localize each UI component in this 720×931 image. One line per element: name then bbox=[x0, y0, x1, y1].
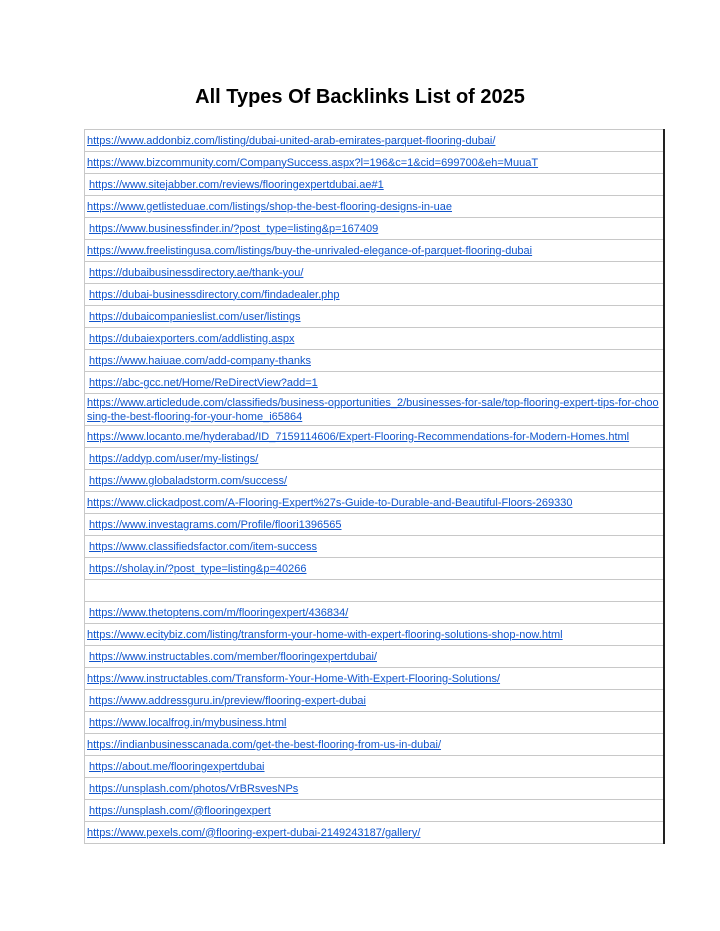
link-cell bbox=[85, 778, 665, 800]
link-cell bbox=[85, 734, 665, 756]
table-row bbox=[85, 734, 665, 756]
link-cell bbox=[85, 448, 665, 470]
table-row bbox=[85, 822, 665, 844]
table-row bbox=[85, 152, 665, 174]
backlink[interactable]: https://www.businessfinder.in/?post_type=listing&p=167409 bbox=[89, 222, 379, 235]
link-cell bbox=[85, 822, 665, 844]
table-row bbox=[85, 624, 665, 646]
link-cell bbox=[85, 240, 665, 262]
backlink[interactable]: https://www.addressguru.in/preview/flooring-expert-dubai bbox=[89, 694, 366, 707]
link-cell bbox=[85, 394, 665, 426]
backlink[interactable]: https://dubaicompanieslist.com/user/listings bbox=[89, 310, 301, 323]
backlink[interactable]: https://www.freelistingusa.com/listings/buy-the-unrivaled-elegance-of-parquet-flooring-dubai bbox=[87, 244, 533, 257]
table-row bbox=[85, 240, 665, 262]
link-cell bbox=[85, 328, 665, 350]
backlink[interactable]: https://www.globaladstorm.com/success/ bbox=[89, 474, 288, 487]
link-cell bbox=[85, 262, 665, 284]
backlink[interactable]: https://dubaibusinessdirectory.ae/thank-you/ bbox=[89, 266, 304, 279]
table-row bbox=[85, 426, 665, 448]
table-row bbox=[85, 756, 665, 778]
link-cell bbox=[85, 470, 665, 492]
backlink[interactable]: https://dubai-businessdirectory.com/findadealer.php bbox=[89, 288, 340, 301]
link-cell bbox=[85, 218, 665, 240]
backlinks-table bbox=[84, 129, 665, 844]
page-title: All Types Of Backlinks List of 2025 bbox=[195, 86, 525, 108]
table-row bbox=[85, 690, 665, 712]
backlink[interactable]: https://abc-gcc.net/Home/ReDirectView?add=1 bbox=[89, 376, 318, 389]
backlink[interactable]: https://www.bizcommunity.com/CompanySuccess.aspx?l=196&c=1&cid=699700&eh=MuuaT bbox=[87, 156, 539, 169]
link-cell bbox=[85, 602, 665, 624]
link-cell bbox=[85, 580, 665, 602]
table-row bbox=[85, 778, 665, 800]
table-row bbox=[85, 372, 665, 394]
table-row bbox=[85, 712, 665, 734]
backlink[interactable]: https://www.thetoptens.com/m/flooringexpert/436834/ bbox=[89, 606, 349, 619]
link-cell bbox=[85, 624, 665, 646]
backlink[interactable]: https://www.instructables.com/member/flooringexpertdubai/ bbox=[89, 650, 377, 663]
backlink[interactable]: https://www.sitejabber.com/reviews/flooringexpertdubai.ae#1 bbox=[89, 178, 384, 191]
table-row bbox=[85, 536, 665, 558]
backlink[interactable]: https://www.ecitybiz.com/listing/transform-your-home-with-expert-flooring-solutions-shop-now.html bbox=[87, 628, 563, 641]
table-row bbox=[85, 130, 665, 152]
link-cell bbox=[85, 174, 665, 196]
backlink[interactable]: https://about.me/flooringexpertdubai bbox=[89, 760, 265, 773]
backlink[interactable]: https://www.investagrams.com/Profile/floori1396565 bbox=[89, 518, 342, 531]
backlink[interactable]: https://sholay.in/?post_type=listing&p=40266 bbox=[89, 562, 307, 575]
link-cell bbox=[85, 284, 665, 306]
table-row bbox=[85, 668, 665, 690]
backlink[interactable]: https://www.getlisteduae.com/listings/shop-the-best-flooring-designs-in-uae bbox=[87, 200, 453, 213]
backlink[interactable]: https://www.pexels.com/@flooring-expert-dubai-2149243187/gallery/ bbox=[87, 826, 421, 839]
table-row bbox=[85, 558, 665, 580]
link-cell bbox=[85, 690, 665, 712]
backlink[interactable]: https://www.addonbiz.com/listing/dubai-united-arab-emirates-parquet-flooring-dubai/ bbox=[87, 134, 496, 147]
backlink[interactable]: https://addyp.com/user/my-listings/ bbox=[89, 452, 259, 465]
table-row bbox=[85, 470, 665, 492]
backlink[interactable]: https://www.localfrog.in/mybusiness.html bbox=[89, 716, 287, 729]
link-cell bbox=[85, 372, 665, 394]
table-row bbox=[85, 328, 665, 350]
link-cell bbox=[85, 350, 665, 372]
table-row bbox=[85, 492, 665, 514]
link-cell bbox=[85, 196, 665, 218]
link-cell bbox=[85, 152, 665, 174]
table-row bbox=[85, 174, 665, 196]
backlink[interactable]: https://unsplash.com/@flooringexpert bbox=[89, 804, 271, 817]
link-cell bbox=[85, 646, 665, 668]
table-row bbox=[85, 196, 665, 218]
backlink[interactable]: https://indianbusinesscanada.com/get-the-best-flooring-from-us-in-dubai/ bbox=[87, 738, 442, 751]
link-cell bbox=[85, 514, 665, 536]
link-cell bbox=[85, 306, 665, 328]
table-row bbox=[85, 800, 665, 822]
link-cell bbox=[85, 756, 665, 778]
link-cell bbox=[85, 492, 665, 514]
link-cell bbox=[85, 536, 665, 558]
link-cell bbox=[85, 800, 665, 822]
table-row bbox=[85, 514, 665, 536]
table-row bbox=[85, 394, 665, 426]
table-row bbox=[85, 284, 665, 306]
backlink[interactable]: https://www.instructables.com/Transform-Your-Home-With-Expert-Flooring-Solutions/ bbox=[87, 672, 501, 685]
backlink[interactable]: https://www.articledude.com/classifieds/business-opportunities_2/businesses-for-sale/top-flooring-expert-tips-for-choosing-the-best-flooring-for-your-home_i65864 bbox=[87, 396, 659, 423]
backlink[interactable]: https://dubaiexporters.com/addlisting.aspx bbox=[89, 332, 295, 345]
table-row bbox=[85, 262, 665, 284]
link-cell bbox=[85, 668, 665, 690]
table-row bbox=[85, 580, 665, 602]
backlink[interactable]: https://unsplash.com/photos/VrBRsvesNPs bbox=[89, 782, 299, 795]
backlink[interactable]: https://www.haiuae.com/add-company-thanks bbox=[89, 354, 311, 367]
link-cell bbox=[85, 558, 665, 580]
backlink[interactable]: https://www.classifiedsfactor.com/item-success bbox=[89, 540, 318, 553]
link-cell bbox=[85, 426, 665, 448]
link-cell bbox=[85, 712, 665, 734]
backlink[interactable]: https://www.clickadpost.com/A-Flooring-Expert%27s-Guide-to-Durable-and-Beautiful-Floors-269330 bbox=[87, 496, 573, 509]
table-row bbox=[85, 218, 665, 240]
table-row bbox=[85, 306, 665, 328]
backlink[interactable]: https://www.locanto.me/hyderabad/ID_7159114606/Expert-Flooring-Recommendations-for-Modern-Homes.html bbox=[87, 430, 630, 443]
table-row bbox=[85, 646, 665, 668]
link-cell bbox=[85, 130, 665, 152]
table-row bbox=[85, 602, 665, 624]
table-row bbox=[85, 448, 665, 470]
table-row bbox=[85, 350, 665, 372]
